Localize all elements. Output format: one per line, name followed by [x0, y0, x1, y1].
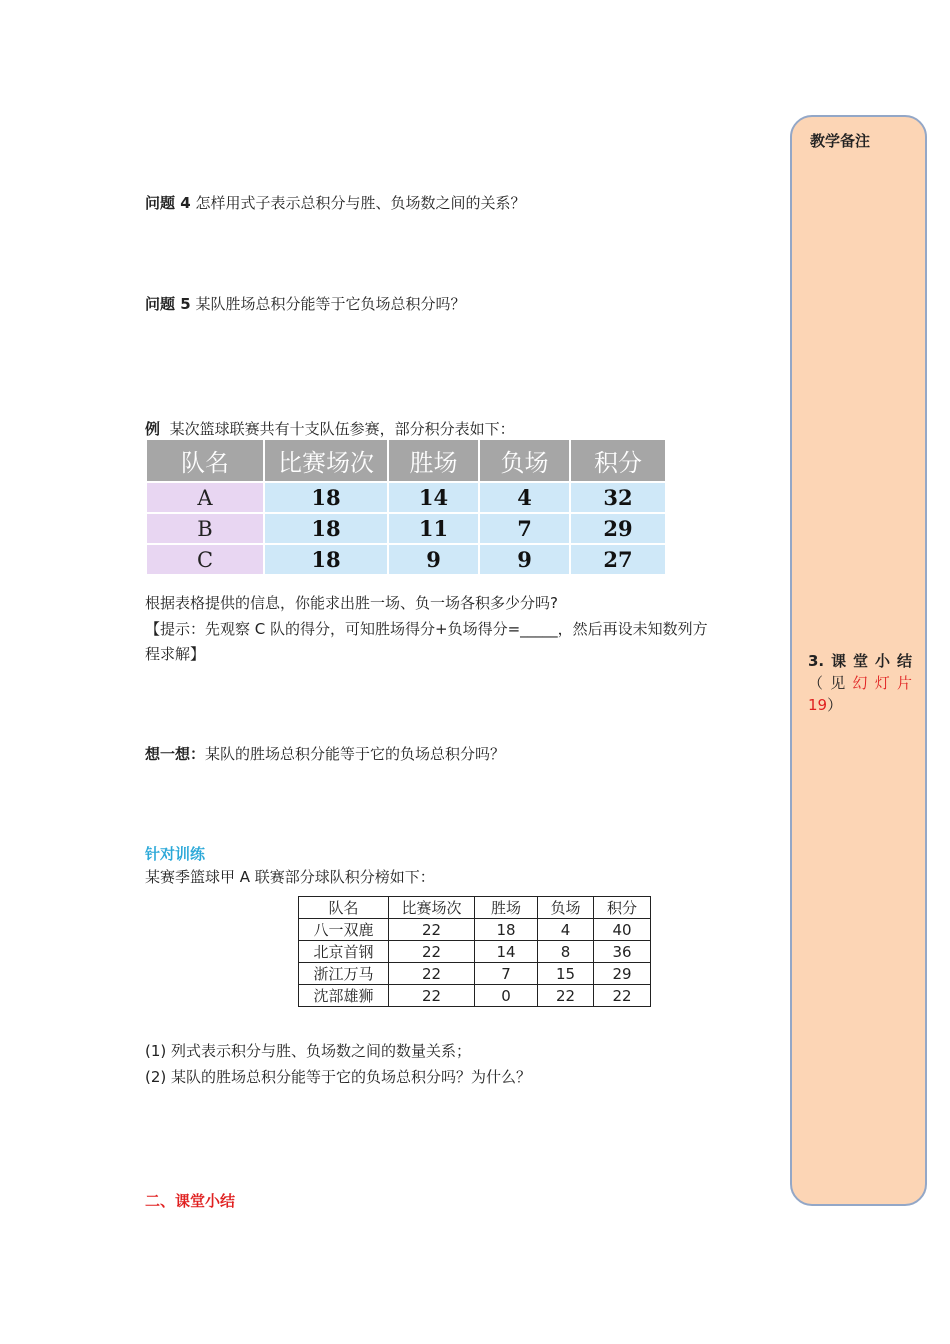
- question-4: 问题 4 怎样用式子表示总积分与胜、负场数之间的关系？: [145, 194, 526, 212]
- table-row: [299, 963, 651, 985]
- table-cell: 18: [475, 919, 538, 941]
- table-cell: 11: [388, 513, 479, 544]
- table-cell: 4: [538, 919, 594, 941]
- team-cell: 八一双鹿: [299, 919, 389, 941]
- table-cell: 4: [479, 482, 570, 513]
- table-cell: 22: [389, 941, 475, 963]
- answer-blank: _____: [520, 620, 558, 638]
- header-cell: 队名: [146, 439, 264, 482]
- question-5: 问题 5 某队胜场总积分能等于它负场总积分吗？: [145, 295, 466, 313]
- table-cell: 0: [475, 985, 538, 1007]
- table-cell: 36: [594, 941, 651, 963]
- training-question-1: (1) 列式表示积分与胜、负场数之间的数量关系；: [145, 1042, 472, 1060]
- header-cell: 负场: [538, 897, 594, 919]
- table-row: [299, 919, 651, 941]
- table-cell: 18: [264, 513, 388, 544]
- standings-header: [299, 897, 651, 919]
- note-line-2: （ 见 幻 灯 片: [808, 674, 912, 692]
- training-heading: 针对训练: [145, 845, 206, 863]
- header-cell: 比赛场次: [264, 439, 388, 482]
- note-line-1: 3. 课 堂 小 结: [808, 652, 912, 670]
- table-row: [146, 482, 666, 513]
- table-row: [146, 513, 666, 544]
- summary-heading: 二、课堂小结: [145, 1192, 236, 1210]
- header-cell: 负场: [479, 439, 570, 482]
- table-cell: 8: [538, 941, 594, 963]
- table-row: [146, 544, 666, 575]
- table-row: [299, 985, 651, 1007]
- header-cell: 比赛场次: [389, 897, 475, 919]
- table-cell: 15: [538, 963, 594, 985]
- score-table: [145, 438, 667, 576]
- table-cell: 29: [570, 513, 666, 544]
- team-cell: 沈部雄狮: [299, 985, 389, 1007]
- team-cell: A: [146, 482, 264, 513]
- table-cell: 9: [388, 544, 479, 575]
- training-intro: 某赛季篮球甲 A 联赛部分球队积分榜如下：: [145, 868, 435, 886]
- table-cell: 29: [594, 963, 651, 985]
- table-cell: 32: [570, 482, 666, 513]
- table-cell: 22: [389, 985, 475, 1007]
- team-cell: 北京首钢: [299, 941, 389, 963]
- table-cell: 14: [475, 941, 538, 963]
- training-question-2: (2) 某队的胜场总积分能等于它的负场总积分吗？为什么？: [145, 1068, 532, 1086]
- table-cell: 7: [475, 963, 538, 985]
- team-cell: C: [146, 544, 264, 575]
- table-cell: 14: [388, 482, 479, 513]
- header-cell: 积分: [570, 439, 666, 482]
- table-cell: 18: [264, 482, 388, 513]
- hint-line-2: 程求解】: [145, 645, 206, 663]
- hint-line: 【提示：先观察 C 队的得分，可知胜场得分+负场得分=_____，然后再设未知数列方: [145, 620, 708, 638]
- table-cell: 18: [264, 544, 388, 575]
- score-table-header: [146, 439, 666, 482]
- header-cell: 胜场: [475, 897, 538, 919]
- note-line-3: 19）: [808, 696, 843, 714]
- table-cell: 9: [479, 544, 570, 575]
- table-cell: 7: [479, 513, 570, 544]
- header-cell: 胜场: [388, 439, 479, 482]
- table-cell: 22: [389, 963, 475, 985]
- table-cell: 27: [570, 544, 666, 575]
- team-cell: B: [146, 513, 264, 544]
- teaching-notes-title: 教学备注: [810, 132, 871, 150]
- table-cell: 22: [538, 985, 594, 1007]
- table-row: [299, 941, 651, 963]
- example-intro: 例 某次篮球联赛共有十支队伍参赛，部分积分表如下：: [145, 420, 515, 438]
- think-question: 想一想：某队的胜场总积分能等于它的负场总积分吗？: [145, 745, 506, 763]
- table-cell: 22: [389, 919, 475, 941]
- header-cell: 积分: [594, 897, 651, 919]
- table-cell: 22: [594, 985, 651, 1007]
- header-cell: 队名: [299, 897, 389, 919]
- table-cell: 40: [594, 919, 651, 941]
- table-question: 根据表格提供的信息，你能求出胜一场、负一场各积多少分吗?: [145, 594, 558, 612]
- team-cell: 浙江万马: [299, 963, 389, 985]
- teaching-note-summary: [808, 650, 912, 716]
- standings-table: [298, 896, 651, 1007]
